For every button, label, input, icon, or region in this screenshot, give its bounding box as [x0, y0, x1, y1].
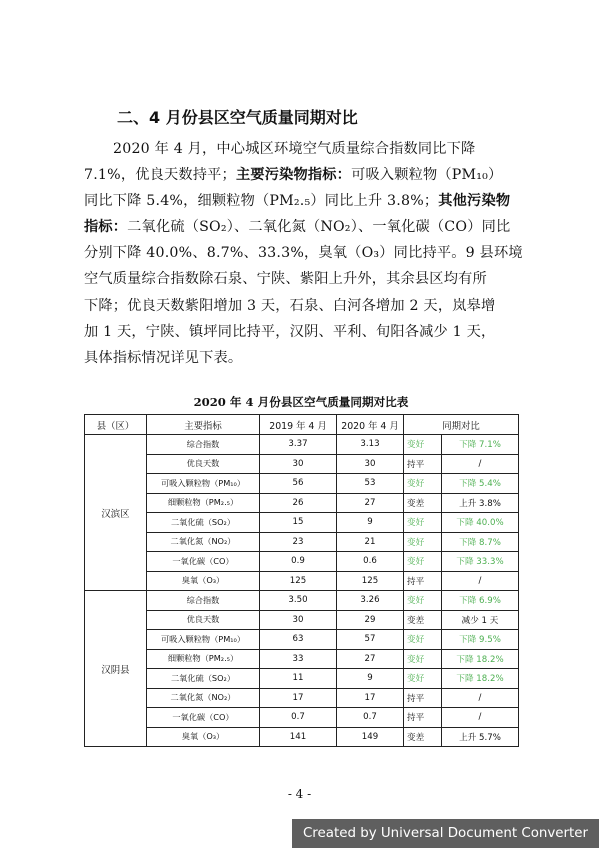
table-row: [85, 474, 519, 494]
value-2019-cell: 30: [260, 454, 337, 474]
indicator-cell: 可吸入颗粒物（PM₁₀）: [147, 630, 260, 650]
change-cell: 下降 5.4%: [442, 474, 519, 494]
value-2020-cell: 30: [337, 454, 404, 474]
converter-watermark: Created by Universal Document Converter: [292, 819, 599, 848]
text-segment: 可吸入颗粒物（PM₁₀）: [351, 167, 503, 184]
value-2020-cell: 3.13: [337, 435, 404, 455]
paragraph-line: [84, 162, 524, 188]
table-row: [85, 513, 519, 533]
change-cell: 下降 6.9%: [442, 591, 519, 611]
table-row: [85, 649, 519, 669]
value-2019-cell: 125: [260, 571, 337, 591]
paragraph-line: [84, 293, 524, 319]
county-cell: 汉滨区: [85, 435, 147, 591]
value-2019-cell: 0.7: [260, 708, 337, 728]
indicator-cell: 细颗粒物（PM₂.₅）: [147, 493, 260, 513]
header-2019: 2019 年 4 月: [260, 415, 337, 435]
indicator-cell: 可吸入颗粒物（PM₁₀）: [147, 474, 260, 494]
indicator-cell: 一氧化碳（CO）: [147, 552, 260, 572]
change-cell: 减少 1 天: [442, 610, 519, 630]
change-cell: /: [442, 454, 519, 474]
value-2020-cell: 149: [337, 727, 404, 747]
indicator-cell: 细颗粒物（PM₂.₅）: [147, 649, 260, 669]
table-row: [85, 688, 519, 708]
header-comparison: 同期对比: [404, 415, 519, 435]
trend-cell: 变好: [404, 591, 442, 611]
text-segment: 具体指标情况详见下表。: [84, 349, 243, 366]
trend-cell: 持平: [404, 454, 442, 474]
table-row: [85, 435, 519, 455]
value-2019-cell: 56: [260, 474, 337, 494]
text-segment: 二氧化硫（SO₂）、二氧化氮（NO₂）、一氧化碳（CO）同比: [127, 219, 511, 236]
indicator-cell: 优良天数: [147, 610, 260, 630]
value-2019-cell: 0.9: [260, 552, 337, 572]
section-heading: 二、4 月份县区空气质量同期对比: [117, 108, 358, 127]
table-row: [85, 552, 519, 572]
indicator-cell: 综合指数: [147, 435, 260, 455]
value-2019-cell: 3.37: [260, 435, 337, 455]
text-segment: 2020 年 4 月，中心城区环境空气质量综合指数同比下降: [113, 141, 476, 157]
value-2019-cell: 141: [260, 727, 337, 747]
trend-cell: 变好: [404, 552, 442, 572]
indicator-cell: 二氧化硫（SO₂）: [147, 513, 260, 533]
trend-cell: 变好: [404, 532, 442, 552]
table-row: [85, 727, 519, 747]
header-indicator: 主要指标: [147, 415, 260, 435]
value-2019-cell: 11: [260, 669, 337, 689]
table-row: [85, 532, 519, 552]
change-cell: 下降 8.7%: [442, 532, 519, 552]
bold-text-segment: 指标：: [84, 219, 128, 236]
table-row: [85, 454, 519, 474]
text-segment: 下降；优良天数紫阳增加 3 天，石泉、白河各增加 2 天，岚皋增: [84, 297, 496, 314]
text-segment: 空气质量综合指数除石泉、宁陕、紫阳上升外，其余县区均有所: [84, 271, 487, 288]
value-2019-cell: 23: [260, 532, 337, 552]
indicator-cell: 二氧化硫（SO₂）: [147, 669, 260, 689]
trend-cell: 变差: [404, 610, 442, 630]
value-2019-cell: 17: [260, 688, 337, 708]
value-2020-cell: 53: [337, 474, 404, 494]
trend-cell: 变差: [404, 493, 442, 513]
value-2020-cell: 0.7: [337, 708, 404, 728]
value-2020-cell: 57: [337, 630, 404, 650]
page-number: - 4 -: [287, 787, 312, 801]
indicator-cell: 臭氧（O₃）: [147, 571, 260, 591]
trend-cell: 变好: [404, 669, 442, 689]
county-cell: 汉阴县: [85, 591, 147, 747]
table-caption: 2020 年 4 月份县区空气质量同期对比表: [193, 395, 409, 409]
text-segment: 7.1%，优良天数持平；: [84, 167, 236, 184]
value-2020-cell: 29: [337, 610, 404, 630]
trend-cell: 变好: [404, 435, 442, 455]
indicator-cell: 臭氧（O₃）: [147, 727, 260, 747]
indicator-cell: 一氧化碳（CO）: [147, 708, 260, 728]
paragraph-line: [84, 136, 524, 162]
paragraph-line: [84, 319, 524, 345]
trend-cell: 持平: [404, 688, 442, 708]
indicator-cell: 综合指数: [147, 591, 260, 611]
body-paragraph: [84, 136, 524, 371]
value-2019-cell: 15: [260, 513, 337, 533]
change-cell: /: [442, 571, 519, 591]
change-cell: 下降 40.0%: [442, 513, 519, 533]
trend-cell: 变好: [404, 474, 442, 494]
trend-cell: 变好: [404, 649, 442, 669]
paragraph-line: [84, 266, 524, 292]
trend-cell: 变好: [404, 630, 442, 650]
change-cell: 下降 33.3%: [442, 552, 519, 572]
table-row: [85, 493, 519, 513]
indicator-cell: 二氧化氮（NO₂）: [147, 532, 260, 552]
value-2020-cell: 27: [337, 493, 404, 513]
header-2020: 2020 年 4 月: [337, 415, 404, 435]
paragraph-line: [84, 188, 524, 214]
table-row: [85, 571, 519, 591]
value-2019-cell: 3.50: [260, 591, 337, 611]
table-row: [85, 610, 519, 630]
header-county: 县（区）: [85, 415, 147, 435]
change-cell: 下降 18.2%: [442, 669, 519, 689]
change-cell: 下降 18.2%: [442, 649, 519, 669]
value-2020-cell: 125: [337, 571, 404, 591]
bold-text-segment: 主要污染物指标：: [235, 167, 352, 184]
trend-cell: 持平: [404, 571, 442, 591]
change-cell: /: [442, 688, 519, 708]
table-row: [85, 630, 519, 650]
paragraph-line: [84, 345, 524, 371]
value-2019-cell: 30: [260, 610, 337, 630]
trend-cell: 变差: [404, 727, 442, 747]
value-2019-cell: 33: [260, 649, 337, 669]
value-2019-cell: 26: [260, 493, 337, 513]
table-row: [85, 708, 519, 728]
change-cell: 下降 7.1%: [442, 435, 519, 455]
value-2020-cell: 9: [337, 669, 404, 689]
text-segment: 同比下降 5.4%，细颗粒物（PM₂.₅）同比上升 3.8%；: [84, 193, 439, 210]
indicator-cell: 优良天数: [147, 454, 260, 474]
change-cell: 下降 9.5%: [442, 630, 519, 650]
value-2020-cell: 3.26: [337, 591, 404, 611]
table-row: [85, 669, 519, 689]
paragraph-line: [84, 214, 524, 240]
value-2020-cell: 0.6: [337, 552, 404, 572]
value-2020-cell: 21: [337, 532, 404, 552]
value-2020-cell: 27: [337, 649, 404, 669]
air-quality-comparison-table: [84, 414, 519, 747]
bold-text-segment: 其他污染物: [438, 193, 511, 210]
trend-cell: 变好: [404, 513, 442, 533]
paragraph-line: [84, 240, 524, 266]
change-cell: /: [442, 708, 519, 728]
table-row: [85, 591, 519, 611]
table-header-row: [85, 415, 519, 435]
value-2020-cell: 17: [337, 688, 404, 708]
indicator-cell: 二氧化氮（NO₂）: [147, 688, 260, 708]
change-cell: 上升 3.8%: [442, 493, 519, 513]
value-2019-cell: 63: [260, 630, 337, 650]
change-cell: 上升 5.7%: [442, 727, 519, 747]
trend-cell: 持平: [404, 708, 442, 728]
value-2020-cell: 9: [337, 513, 404, 533]
text-segment: 分别下降 40.0%、8.7%、33.3%，臭氧（O₃）同比持平。9 县环境: [84, 245, 523, 262]
text-segment: 加 1 天，宁陕、镇坪同比持平，汉阴、平利、旬阳各减少 1 天，: [84, 323, 496, 340]
